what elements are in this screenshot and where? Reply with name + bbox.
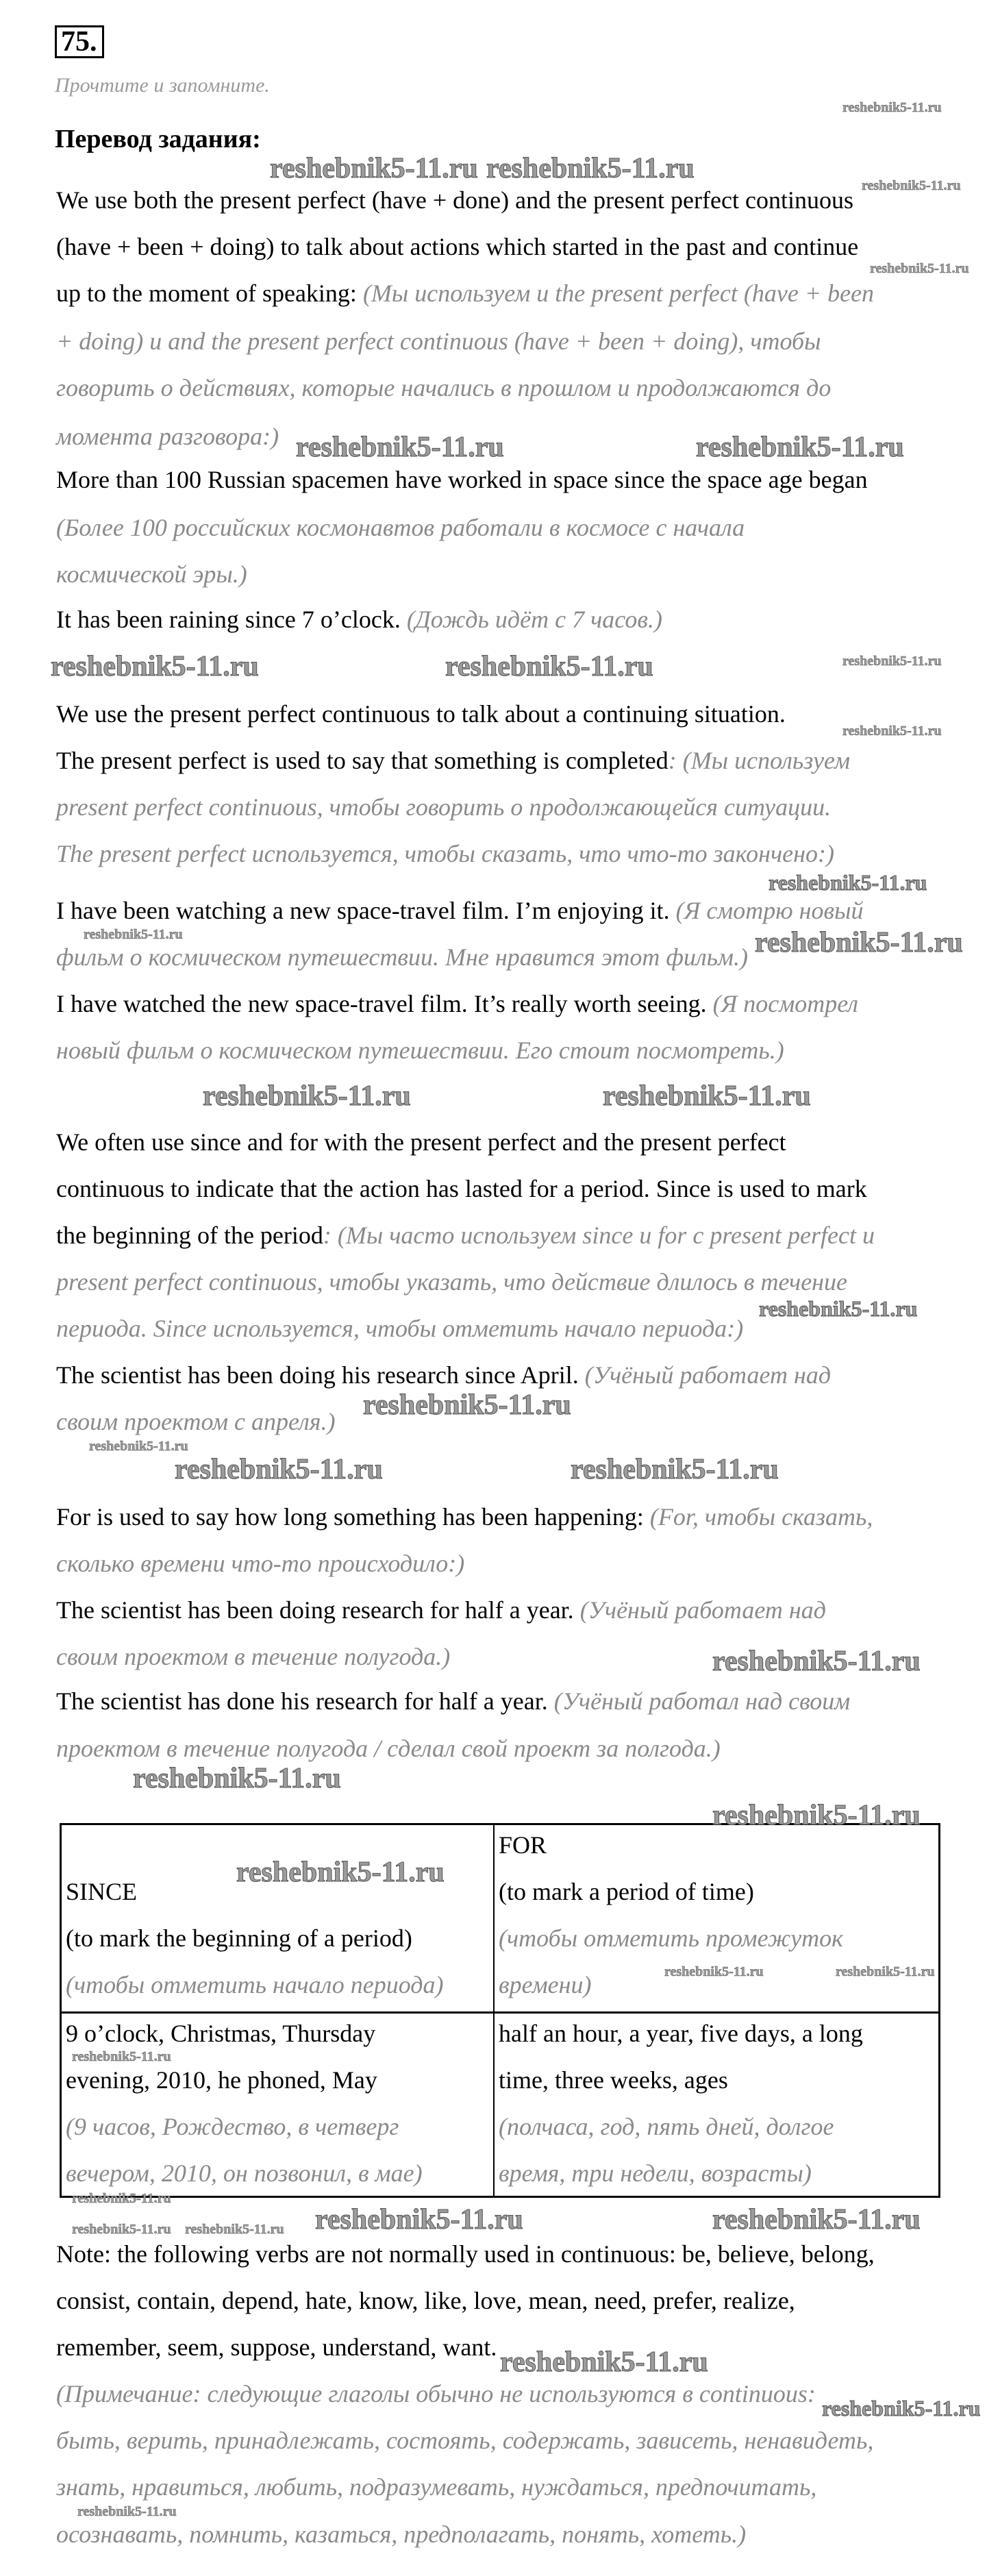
paragraph-line xyxy=(56,839,834,868)
watermark: reshebnik5-11.ru xyxy=(203,1080,411,1112)
watermark: reshebnik5-11.ru xyxy=(842,723,942,739)
paragraph-line xyxy=(56,232,858,261)
paragraph-line xyxy=(56,746,850,775)
note-line xyxy=(56,2520,746,2549)
paragraph-line xyxy=(56,1267,847,1296)
watermark: reshebnik5-11.ru xyxy=(445,651,653,682)
paragraph-line xyxy=(56,373,831,402)
english-text: The scientist has been doing his research since April. xyxy=(56,1361,585,1389)
watermark: reshebnik5-11.ru xyxy=(822,2396,981,2420)
russian-translation: (Более 100 российских космонавтов работали в космосе с начала xyxy=(56,514,745,541)
table-divider-vertical xyxy=(493,1825,495,2196)
paragraph-line xyxy=(56,943,748,971)
watermark: reshebnik5-11.ru xyxy=(842,654,942,669)
for-description: (to mark a period of time) xyxy=(499,1878,754,1905)
watermark: reshebnik5-11.ru xyxy=(571,1454,779,1485)
russian-translation: (Мы используем и the present perfect (have + been xyxy=(362,280,875,307)
english-text: I have watched the new space-travel film. It’s really worth seeing. xyxy=(56,990,713,1017)
since-description: (to mark the beginning of a period) xyxy=(66,1924,412,1952)
russian-translation: present perfect continuous, чтобы указать, что действие длилось в течение xyxy=(56,1268,848,1296)
note-line xyxy=(56,2286,795,2315)
paragraph-line xyxy=(56,1687,850,1716)
russian-translation: момента разговора:) xyxy=(56,423,279,450)
english-text: The scientist has been doing research for half a year. xyxy=(56,1596,580,1624)
watermark: reshebnik5-11.ru xyxy=(486,153,695,184)
for-examples-ru-1: (полчаса, год, пять дней, долгое xyxy=(499,2113,834,2140)
paragraph-line xyxy=(56,699,786,728)
paragraph-line xyxy=(56,1502,873,1531)
watermark: reshebnik5-11.ru xyxy=(870,261,969,276)
russian-translation: сколько времени что-то происходило:) xyxy=(56,1550,465,1577)
russian-translation: знать, нравиться, любить, подразумевать, нуждаться, предпочитать, xyxy=(56,2473,817,2501)
paragraph-line xyxy=(56,896,864,925)
watermark: reshebnik5-11.ru xyxy=(77,2504,177,2519)
paragraph-line xyxy=(56,279,874,308)
for-description-ru-2: времени) xyxy=(499,1971,592,1998)
since-for-table xyxy=(60,1823,940,2198)
russian-translation: present perfect continuous, чтобы говорить о продолжающейся ситуации. xyxy=(56,793,832,821)
english-text: (have + been + doing) to talk about actions which started in the past and continue xyxy=(56,233,859,260)
paragraph-line xyxy=(56,605,662,634)
watermark: reshebnik5-11.ru xyxy=(664,1964,764,1979)
russian-translation: своим проектом в течение полугода.) xyxy=(56,1643,451,1670)
watermark: reshebnik5-11.ru xyxy=(603,1080,811,1112)
watermark: reshebnik5-11.ru xyxy=(862,178,961,193)
since-description-ru: (чтобы отметить начало периода) xyxy=(66,1971,444,1998)
english-text: More than 100 Russian spacemen have worked in space since the space age began xyxy=(56,466,868,493)
watermark: reshebnik5-11.ru xyxy=(712,1800,921,1831)
russian-translation: быть, верить, принадлежать, состоять, содержать, зависеть, ненавидеть, xyxy=(56,2427,874,2454)
english-text: We use both the present perfect (have + done) and the present perfect continuous xyxy=(56,186,853,214)
russian-translation: (Я смотрю новый xyxy=(675,897,864,924)
english-text: Note: the following verbs are not normally used in continuous: be, believe, belong, xyxy=(56,2240,875,2268)
russian-translation: говорить о действиях, которые начались в прошлом и продолжаются до xyxy=(56,374,832,401)
for-examples-ru-2: время, три недели, возрасты) xyxy=(499,2159,812,2187)
watermark: reshebnik5-11.ru xyxy=(84,927,183,942)
watermark: reshebnik5-11.ru xyxy=(270,153,478,184)
english-text: We often use since and for with the present perfect and the present perfect xyxy=(56,1128,786,1156)
russian-translation: своим проектом с апреля.) xyxy=(56,1408,336,1435)
english-text: It has been raining since 7 o’clock. xyxy=(56,606,407,633)
paragraph-line xyxy=(56,1314,743,1343)
paragraph-line xyxy=(56,1407,336,1436)
watermark: reshebnik5-11.ru xyxy=(72,2222,171,2237)
paragraph-line xyxy=(56,327,821,356)
note-line xyxy=(56,2240,875,2268)
since-examples-2: evening, 2010, he phoned, May xyxy=(66,2066,377,2094)
watermark: reshebnik5-11.ru xyxy=(89,1439,188,1454)
paragraph-line xyxy=(56,1549,464,1578)
watermark: reshebnik5-11.ru xyxy=(72,2049,171,2064)
paragraph-line xyxy=(56,1642,450,1671)
paragraph-line xyxy=(56,186,853,214)
russian-translation: (Учёный работает над xyxy=(579,1596,826,1624)
russian-translation: The present perfect используется, чтобы сказать, что что-то закончено:) xyxy=(56,840,834,867)
since-examples-ru-1: (9 часов, Рождество, в четверг xyxy=(66,2113,399,2140)
paragraph-line xyxy=(56,560,247,589)
since-examples-1: 9 o’clock, Christmas, Thursday xyxy=(66,2020,376,2047)
english-text: The present perfect is used to say that something is completed xyxy=(56,747,668,774)
paragraph-line xyxy=(56,1036,784,1065)
since-examples-ru-2: вечером, 2010, он позвонил, в мае) xyxy=(66,2159,423,2187)
paragraph-line xyxy=(56,422,279,451)
watermark: reshebnik5-11.ru xyxy=(315,2204,523,2236)
watermark: reshebnik5-11.ru xyxy=(72,2191,171,2206)
english-text: remember, seem, suppose, understand, want. xyxy=(56,2333,497,2361)
since-title: SINCE xyxy=(66,1878,138,1905)
watermark: reshebnik5-11.ru xyxy=(768,870,927,895)
russian-translation: (Учёный работал над своим xyxy=(553,1687,851,1715)
russian-translation: (Я посмотрел xyxy=(712,990,859,1017)
note-line xyxy=(56,2379,816,2408)
russian-translation: космической эры.) xyxy=(56,560,247,588)
english-text: up to the moment of speaking: xyxy=(56,280,363,307)
watermark: reshebnik5-11.ru xyxy=(836,1964,935,1979)
watermark: reshebnik5-11.ru xyxy=(236,1857,445,1888)
russian-translation: (Примечание: следующие глаголы обычно не используются в continuous: xyxy=(56,2380,816,2407)
note-line xyxy=(56,2333,497,2362)
table-divider-horizontal xyxy=(62,2011,938,2014)
watermark: reshebnik5-11.ru xyxy=(755,927,963,958)
note-line xyxy=(56,2426,873,2455)
for-examples-1: half an hour, a year, five days, a long xyxy=(499,2020,863,2047)
russian-translation: проектом в течение полугода / сделал свой проект за полгода.) xyxy=(56,1735,721,1762)
watermark: reshebnik5-11.ru xyxy=(696,432,904,463)
english-text: We use the present perfect continuous to talk about a continuing situation. xyxy=(56,700,786,728)
russian-translation: новый фильм о космическом путешествии. Его стоит посмотреть.) xyxy=(56,1037,784,1064)
watermark: reshebnik5-11.ru xyxy=(712,2204,921,2236)
english-text: For is used to say how long something has been happening: xyxy=(56,1503,650,1531)
for-examples-2: time, three weeks, ages xyxy=(499,2066,728,2094)
russian-translation: + doing) и and the present perfect continuous (have + been + doing), чтобы xyxy=(56,327,821,355)
russian-translation: (Учёный работает над xyxy=(584,1361,832,1389)
watermark: reshebnik5-11.ru xyxy=(842,100,942,115)
paragraph-line xyxy=(56,465,868,494)
watermark: reshebnik5-11.ru xyxy=(133,1763,341,1794)
paragraph-line xyxy=(56,1221,875,1250)
paragraph-line xyxy=(56,1596,826,1624)
russian-translation: : (Мы используем xyxy=(668,747,851,774)
russian-translation: (Дождь идёт с 7 часов.) xyxy=(406,606,662,633)
paragraph-line xyxy=(56,793,831,821)
watermark: reshebnik5-11.ru xyxy=(175,1454,383,1485)
watermark: reshebnik5-11.ru xyxy=(712,1646,921,1677)
watermark: reshebnik5-11.ru xyxy=(759,1296,918,1321)
english-text: I have been watching a new space-travel film. I’m enjoying it. xyxy=(56,897,676,924)
english-text: the beginning of the period xyxy=(56,1222,323,1249)
paragraph-line xyxy=(56,1128,786,1156)
russian-translation: (For, чтобы сказать, xyxy=(649,1503,873,1531)
russian-translation: осознавать, помнить, казаться, предполагать, понять, хотеть.) xyxy=(56,2521,747,2548)
watermark: reshebnik5-11.ru xyxy=(185,2222,284,2237)
russian-translation: фильм о космическом путешествии. Мне нравится этот фильм.) xyxy=(56,943,749,971)
paragraph-line xyxy=(56,1734,721,1763)
for-description-ru-1: (чтобы отметить промежуток xyxy=(499,1924,844,1952)
english-text: continuous to indicate that the action has lasted for a period. Since is used to mark xyxy=(56,1175,867,1202)
russian-translation: : (Мы часто используем since и for с present perfect и xyxy=(323,1222,875,1249)
instruction: Прочтите и запомните. xyxy=(55,74,270,97)
english-text: The scientist has done his research for half a year. xyxy=(56,1687,554,1715)
paragraph-line xyxy=(56,1361,831,1389)
translation-heading: Перевод задания: xyxy=(55,125,261,153)
note-line xyxy=(56,2473,816,2501)
for-title: FOR xyxy=(499,1831,547,1859)
paragraph-line xyxy=(56,1174,867,1203)
watermark: reshebnik5-11.ru xyxy=(296,432,504,463)
english-text: consist, contain, depend, hate, know, like, love, mean, need, prefer, realize, xyxy=(56,2287,795,2314)
watermark: reshebnik5-11.ru xyxy=(500,2346,708,2378)
paragraph-line xyxy=(56,513,745,542)
russian-translation: периода. Since используется, чтобы отметить начало периода:) xyxy=(56,1315,744,1342)
watermark: reshebnik5-11.ru xyxy=(51,651,259,682)
paragraph-line xyxy=(56,989,858,1018)
watermark: reshebnik5-11.ru xyxy=(363,1389,571,1421)
exercise-number: 75. xyxy=(55,25,104,58)
